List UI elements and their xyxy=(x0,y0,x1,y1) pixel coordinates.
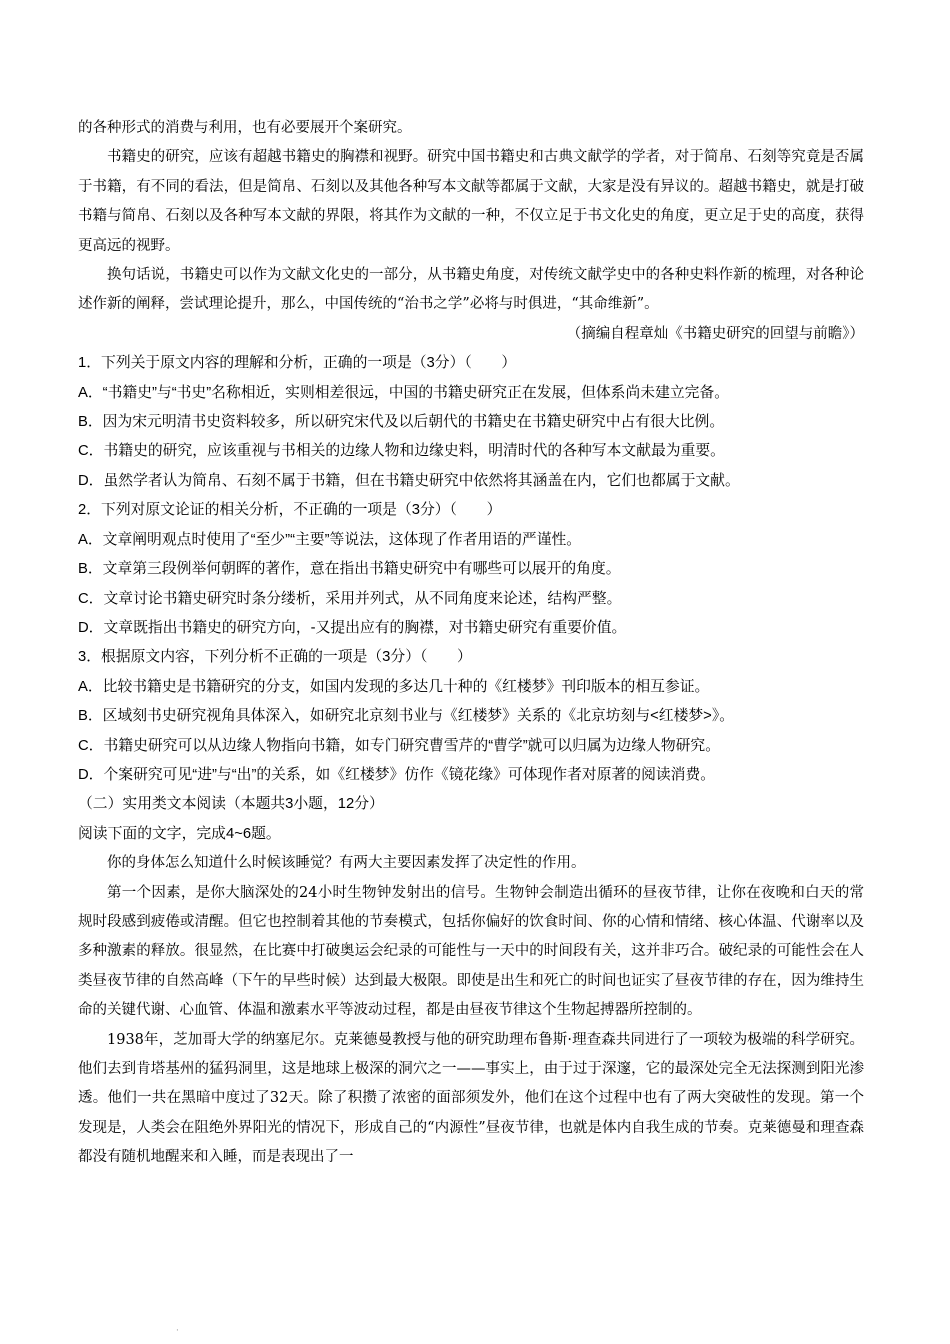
section-heading: （二）实用类文本阅读（本题共3小题，12分） xyxy=(78,796,384,813)
passage-paragraph: 书籍史的研究，应该有超越书籍史的胸襟和视野。研究中国书籍史和古典文献学的学者，对于简帛、石刻等究竟是否属于书籍，有不同的看法，但是简帛、石刻以及其他各种写本文献等都属于文献，大家是没有异议的。超越书籍史，就是打破书籍与简帛、石刻以及各种写本文献的界限，将其作为文献的一种，不仅立足于书文化史的角度，更立足于史的高度，获得更高远的视野。 xyxy=(78,149,864,254)
section-instruction: 阅读下面的文字，完成4~6题。 xyxy=(78,825,281,842)
question-option: C．书籍史研究可以从边缘人物指向书籍，如专门研究曹雪芹的“曹学”就可以归属为边缘人物研究。 xyxy=(78,737,721,754)
question-stem: 3．根据原文内容，下列分析不正确的一项是（3分）（ ） xyxy=(78,649,472,666)
question-option: D．虽然学者认为简帛、石刻不属于书籍，但在书籍史研究中依然将其涵盖在内，它们也都属于文献。 xyxy=(78,472,740,489)
question-stem: 1．下列关于原文内容的理解和分析，正确的一项是（3分）（ ） xyxy=(78,355,517,372)
question-option: B．因为宋元明清书史资料较多，所以研究宋代及以后朝代的书籍史在书籍史研究中占有很大比例。 xyxy=(78,414,725,431)
passage-paragraph: 换句话说，书籍史可以作为文献文化史的一部分，从书籍史角度，对传统文献学史中的各种史料作新的梳理，对各种论述作新的阐释，尝试理论提升，那么，中国传统的“治书之学”必将与时俱进，“其命维新”。 xyxy=(78,267,864,313)
question-option: A．“书籍史”与“书史”名称相近，实则相差很远，中国的书籍史研究正在发展，但体系尚未建立完备。 xyxy=(78,384,730,401)
passage-paragraph: 第一个因素，是你大脑深处的24小时生物钟发射出的信号。生物钟会制造出循环的昼夜节律，让你在夜晚和白天的常规时段感到疲倦或清醒。但它也控制着其他的节奏模式，包括你偏好的饮食时间、你的心情和情绪、核心体温、代谢率以及多种激素的释放。很显然，在比赛中打破奥运会纪录的可能性与一天中的时间段有关，这并非巧合。破纪录的可能性会在人类昼夜节律的自然高峰（下午的早些时候）达到最大极限。即使是出生和死亡的时间也证实了昼夜节律的存在，因为维持生命的关键代谢、心血管、体温和激素水平等波动过程，都是由昼夜节律这个生物起搏器所控制的。 xyxy=(78,884,864,1019)
source-citation: （摘编自程章灿《书籍史研究的回望与前瞻》） xyxy=(566,325,864,342)
document-body xyxy=(78,114,864,1173)
question-option: A．比较书籍史是书籍研究的分支，如国内发现的多达几十种的《红楼梦》刊印版本的相互参证。 xyxy=(78,678,710,695)
question-option: D．文章既指出书籍史的研究方向，-又提出应有的胸襟，对书籍史研究有重要价值。 xyxy=(78,619,627,636)
question-option: D．个案研究可见“进”与“出”的关系，如《红楼梦》仿作《镜花缘》可体现作者对原著的阅读消费。 xyxy=(78,766,716,783)
question-stem: 2．下列对原文论证的相关分析，不正确的一项是（3分）（ ） xyxy=(78,502,502,519)
question-option: C．文章讨论书籍史研究时条分缕析，采用并列式，从不同角度来论述，结构严整。 xyxy=(78,590,622,607)
question-option: C．书籍史的研究，应该重视与书相关的边缘人物和边缘史料，明清时代的各种写本文献最为重要。 xyxy=(78,443,725,460)
question-option: B．区域刻书史研究视角具体深入，如研究北京刻书业与《红楼梦》关系的《北京坊刻与<红楼梦>》。 xyxy=(78,708,735,725)
question-option: B．文章第三段例举何朝晖的著作，意在指出书籍史研究中有哪些可以展开的角度。 xyxy=(78,561,621,578)
question-option: A．文章阐明观点时使用了“至少”“主要”等说法，这体现了作者用语的严谨性。 xyxy=(78,531,582,548)
passage-paragraph: 你的身体怎么知道什么时候该睡觉？有两大主要因素发挥了决定性的作用。 xyxy=(107,855,586,872)
passage-paragraph: 的各种形式的消费与利用，也有必要展开个案研究。 xyxy=(78,120,412,136)
passage-paragraph: 1938年，芝加哥大学的纳塞尼尔。克莱德曼教授与他的研究助理布鲁斯·理查森共同进行了一项较为极端的科学研究。他们去到肯塔基州的猛犸洞里，这是地球上极深的洞穴之一——事实上，由于过于深邃，它的最深处完全无法探测到阳光渗透。他们一共在黑暗中度过了32天。除了积攒了浓密的面部须发外，他们在这个过程中也有了两大突破性的发现。第一个发现是，人类会在阻绝外界阳光的情况下，形成自己的“内源性”昼夜节律，也就是体内自我生成的节奏。克莱德曼和理查森都没有随机地醒来和入睡，而是表现出了一 xyxy=(78,1031,864,1166)
footer-mark: · xyxy=(176,1326,179,1336)
